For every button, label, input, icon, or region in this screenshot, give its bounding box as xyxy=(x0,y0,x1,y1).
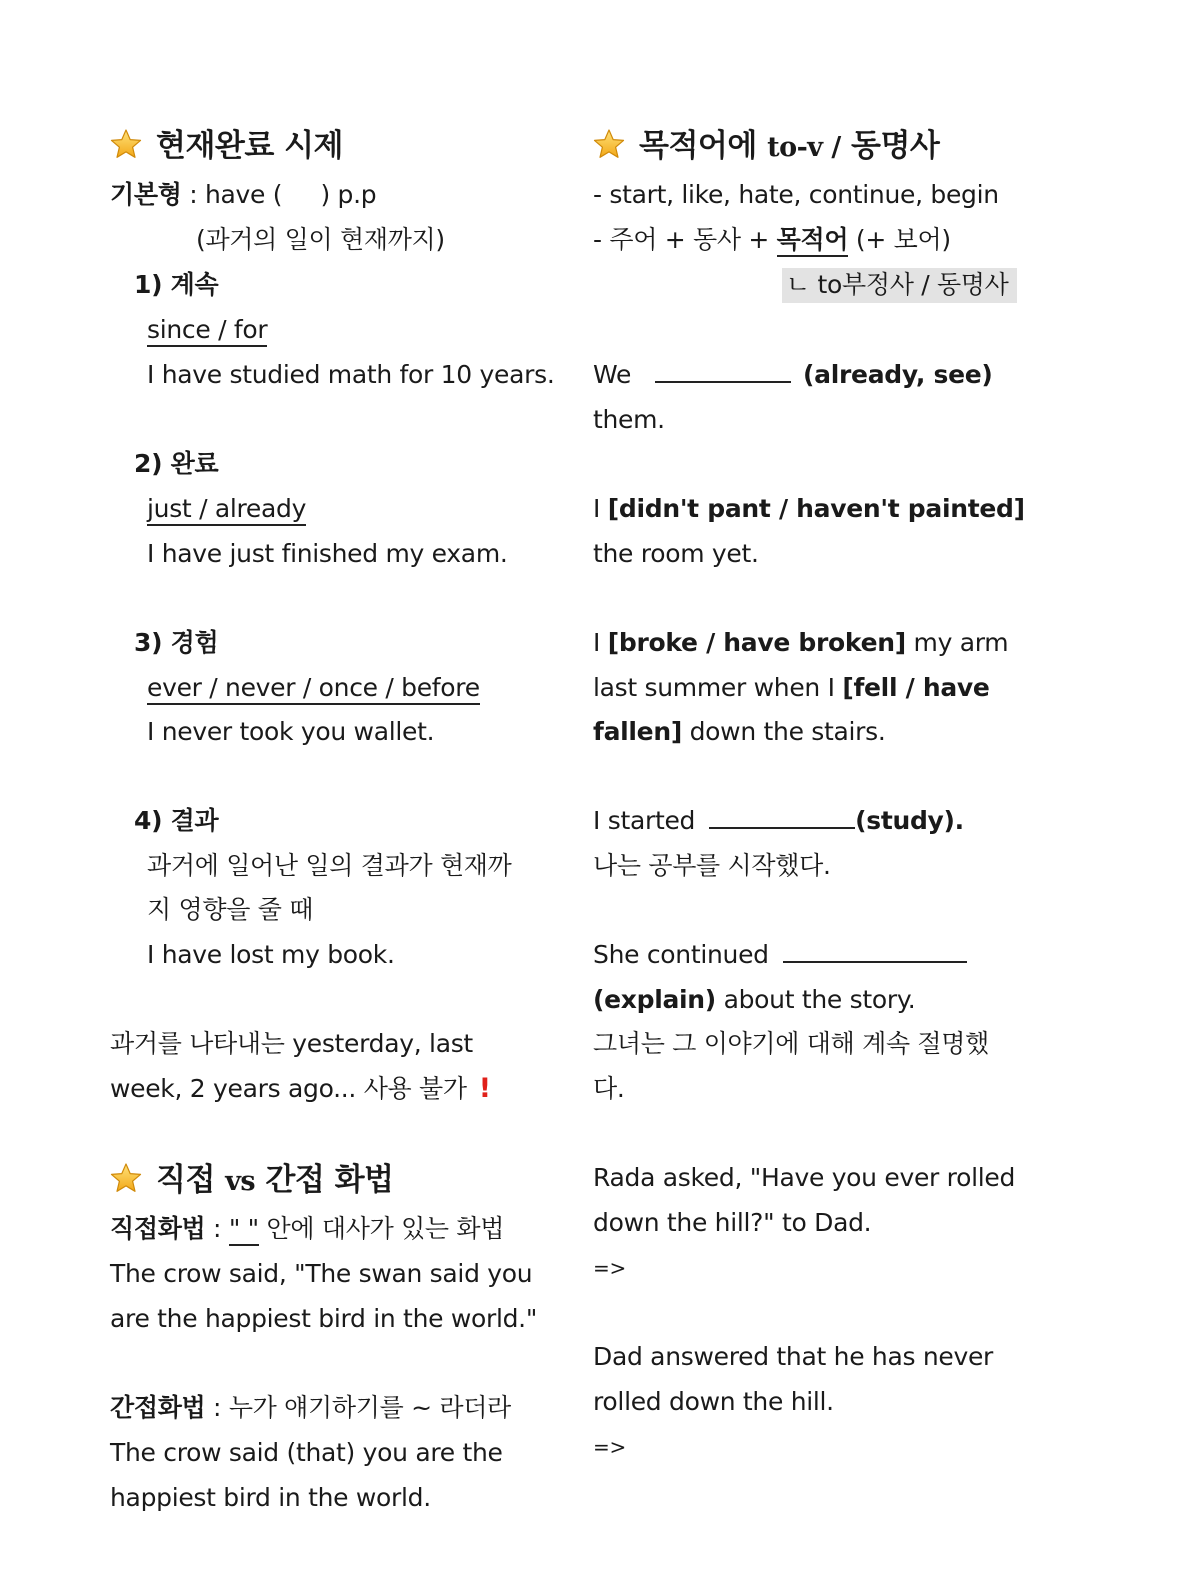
indirect-speech-line: 간접화법 : 누가 얘기하기를 ~ 라더라 xyxy=(110,1393,511,1422)
answer-blank xyxy=(709,805,855,829)
item-3-example: I never took you wallet. xyxy=(147,717,435,746)
exercise-6-line1: Rada asked, "Have you ever rolled xyxy=(593,1163,1016,1192)
exercise-3-choice-1: [broke / have broken] xyxy=(607,628,906,657)
note-line2: week, 2 years ago... 사용 불가 ! xyxy=(110,1073,491,1104)
item-4-heading: 4) 결과 xyxy=(134,806,219,835)
quote-marks: " " xyxy=(229,1214,259,1246)
item-3-heading: 3) 경험 xyxy=(134,628,219,657)
item-2-heading: 2) 완료 xyxy=(134,449,219,478)
direct-speech-label: 직접화법 xyxy=(110,1214,206,1243)
exercise-5-hint: (explain) xyxy=(593,985,716,1014)
exercise-3-line3: fallen] down the stairs. xyxy=(593,717,886,746)
item-2-example: I have just finished my exam. xyxy=(147,539,508,568)
object-type-note: ㄴ to부정사 / 동명사 xyxy=(782,268,1017,302)
answer-blank xyxy=(655,359,791,383)
item-4-example: I have lost my book. xyxy=(147,940,395,969)
basic-form-formula: have ( ) p.p xyxy=(204,180,377,209)
indirect-example-line1: The crow said (that) you are the xyxy=(110,1438,503,1467)
exercise-1-line1: We (already, see) xyxy=(593,360,993,389)
basic-form-label: 기본형 xyxy=(110,180,182,209)
object-keyword: 목적어 xyxy=(777,225,849,257)
item-1-example: I have studied math for 10 years. xyxy=(147,360,555,389)
section-title-speech: 직접 vs 간접 화법 xyxy=(110,1160,393,1202)
exercise-4-line1: I started (study). xyxy=(593,806,964,835)
direct-speech-line: 직접화법 : " " 안에 대사가 있는 화법 xyxy=(110,1212,504,1246)
exercise-2-line1: I [didn't pant / haven't painted] xyxy=(593,494,1025,523)
exercise-5-line3: 그녀는 그 이야기에 대해 계속 절명했 xyxy=(593,1029,989,1058)
exercise-4-line2: 나는 공부를 시작했다. xyxy=(593,851,831,880)
note-line1: 과거를 나타내는 yesterday, last xyxy=(110,1029,473,1058)
star-icon xyxy=(593,128,625,160)
exercise-7-line2: rolled down the hill. xyxy=(593,1387,834,1416)
exercise-3-choice-2b: fallen] xyxy=(593,717,682,746)
exercise-1-hint: (already, see) xyxy=(803,360,993,389)
item-3-keywords: ever / never / once / before xyxy=(147,671,480,705)
indirect-speech-label: 간접화법 xyxy=(110,1393,206,1422)
verb-list: - start, like, hate, continue, begin xyxy=(593,180,999,209)
indirect-example-line2: happiest bird in the world. xyxy=(110,1483,431,1512)
exercise-1-line2: them. xyxy=(593,405,665,434)
answer-blank xyxy=(783,939,967,963)
item-2-keywords: just / already xyxy=(147,492,306,526)
exercise-7-line1: Dad answered that he has never xyxy=(593,1342,994,1371)
direct-example-line1: The crow said, "The swan said you xyxy=(110,1259,533,1288)
section-title-present-perfect: 현재완료 시제 xyxy=(110,126,343,166)
basic-form-line: 기본형 : have ( ) p.p xyxy=(110,180,377,209)
item-1-keywords: since / for xyxy=(147,313,267,347)
exercise-3-line2: last summer when I [fell / have xyxy=(593,673,990,702)
exercise-2-line2: the room yet. xyxy=(593,539,759,568)
exercise-6-answer-arrow: => xyxy=(593,1256,626,1280)
sentence-structure: - 주어 + 동사 + 목적어 (+ 보어) xyxy=(593,223,951,257)
star-icon xyxy=(110,1162,142,1194)
item-4-description-line2: 지 영향을 줄 때 xyxy=(147,895,314,924)
item-1-heading: 1) 계속 xyxy=(134,270,219,299)
section-title-object: 목적어에 to-v / 동명사 xyxy=(593,126,939,168)
exercise-3-line1: I [broke / have broken] my arm xyxy=(593,628,1009,657)
basic-form-description: (과거의 일이 현재까지) xyxy=(196,225,445,254)
exercise-6-line2: down the hill?" to Dad. xyxy=(593,1208,872,1237)
direct-example-line2: are the happiest bird in the world." xyxy=(110,1304,538,1333)
exercise-3-choice-2a: [fell / have xyxy=(842,673,990,702)
exercise-2-choice: [didn't pant / haven't painted] xyxy=(607,494,1025,523)
exercise-5-line1: She continued xyxy=(593,938,967,972)
exclamation-icon: ! xyxy=(478,1073,491,1104)
exercise-7-answer-arrow: => xyxy=(593,1435,626,1459)
exercise-5-line2: (explain) about the story. xyxy=(593,985,916,1014)
star-icon xyxy=(110,128,142,160)
exercise-4-hint: (study). xyxy=(855,806,964,835)
item-4-description-line1: 과거에 일어난 일의 결과가 현재까 xyxy=(147,851,512,880)
exercise-5-line4: 다. xyxy=(593,1074,625,1103)
